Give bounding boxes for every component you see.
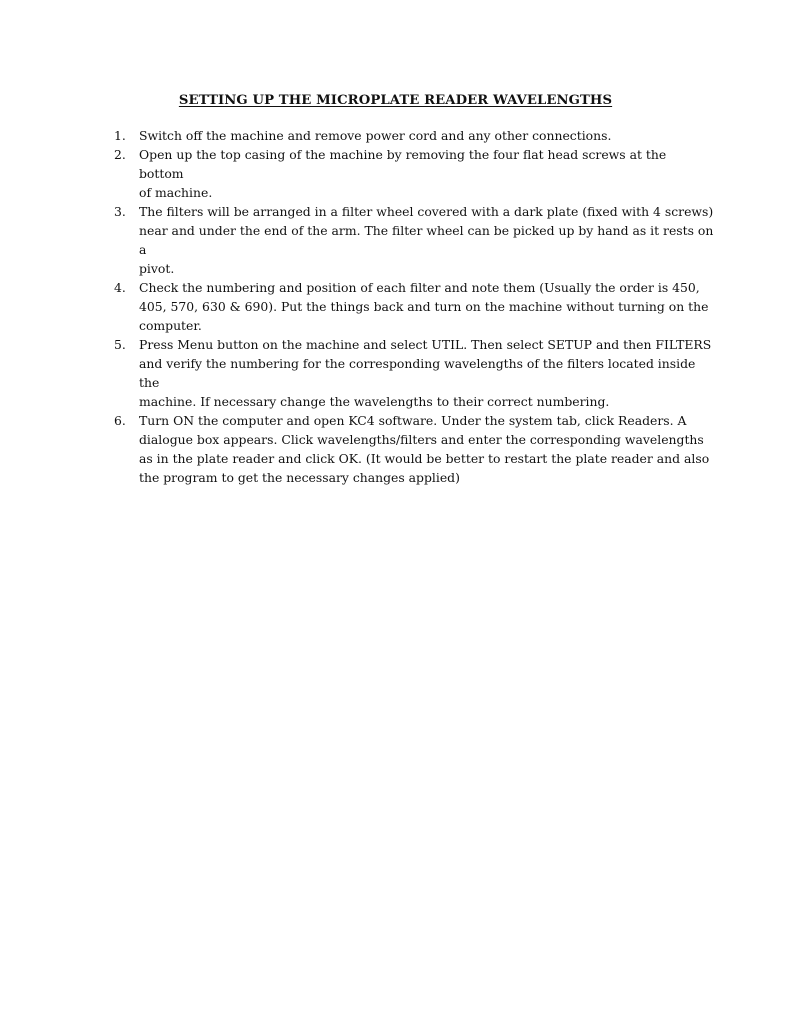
- step-text: Press Menu button on the machine and select UTIL. Then select SETUP and then FILTERS and verify the numbering for the corresponding wavelengths of the filters located inside the machine. If necessary change the wavelengths to their correct numbering.: [139, 337, 712, 409]
- list-item: [114, 202, 714, 278]
- step-number: 5.: [114, 337, 126, 352]
- list-item: [114, 411, 714, 487]
- step-number: 3.: [114, 204, 126, 219]
- step-text: Turn ON the computer and open KC4 software. Under the system tab, click Readers. A dialogue box appears. Click wavelengths/filters and enter the corresponding wavelengths as in the plate reader and click OK. (It would be better to restart the plate reader and also the program to get the necessary changes applied): [139, 413, 710, 485]
- list-item: [114, 278, 714, 335]
- step-text: Switch off the machine and remove power cord and any other connections.: [139, 128, 612, 143]
- list-item: [114, 145, 714, 202]
- list-item: [114, 335, 714, 411]
- step-number: 6.: [114, 413, 126, 428]
- list-item: [114, 126, 714, 145]
- step-text: The filters will be arranged in a filter wheel covered with a dark plate (fixed with 4 screws) near and under the end of the arm. The filter wheel can be picked up by hand as it rests on a pivot.: [139, 204, 714, 276]
- step-number: 1.: [114, 128, 126, 143]
- step-text: Open up the top casing of the machine by removing the four flat head screws at the bottom of machine.: [139, 147, 667, 200]
- document-title: SETTING UP THE MICROPLATE READER WAVELENGTHS: [178, 93, 613, 108]
- step-text: Check the numbering and position of each filter and note them (Usually the order is 450, 405, 570, 630 & 690). Put the things back and turn on the machine without turning on the computer.: [139, 280, 709, 333]
- instruction-list: [114, 126, 714, 487]
- step-number: 4.: [114, 280, 126, 295]
- step-number: 2.: [114, 147, 126, 162]
